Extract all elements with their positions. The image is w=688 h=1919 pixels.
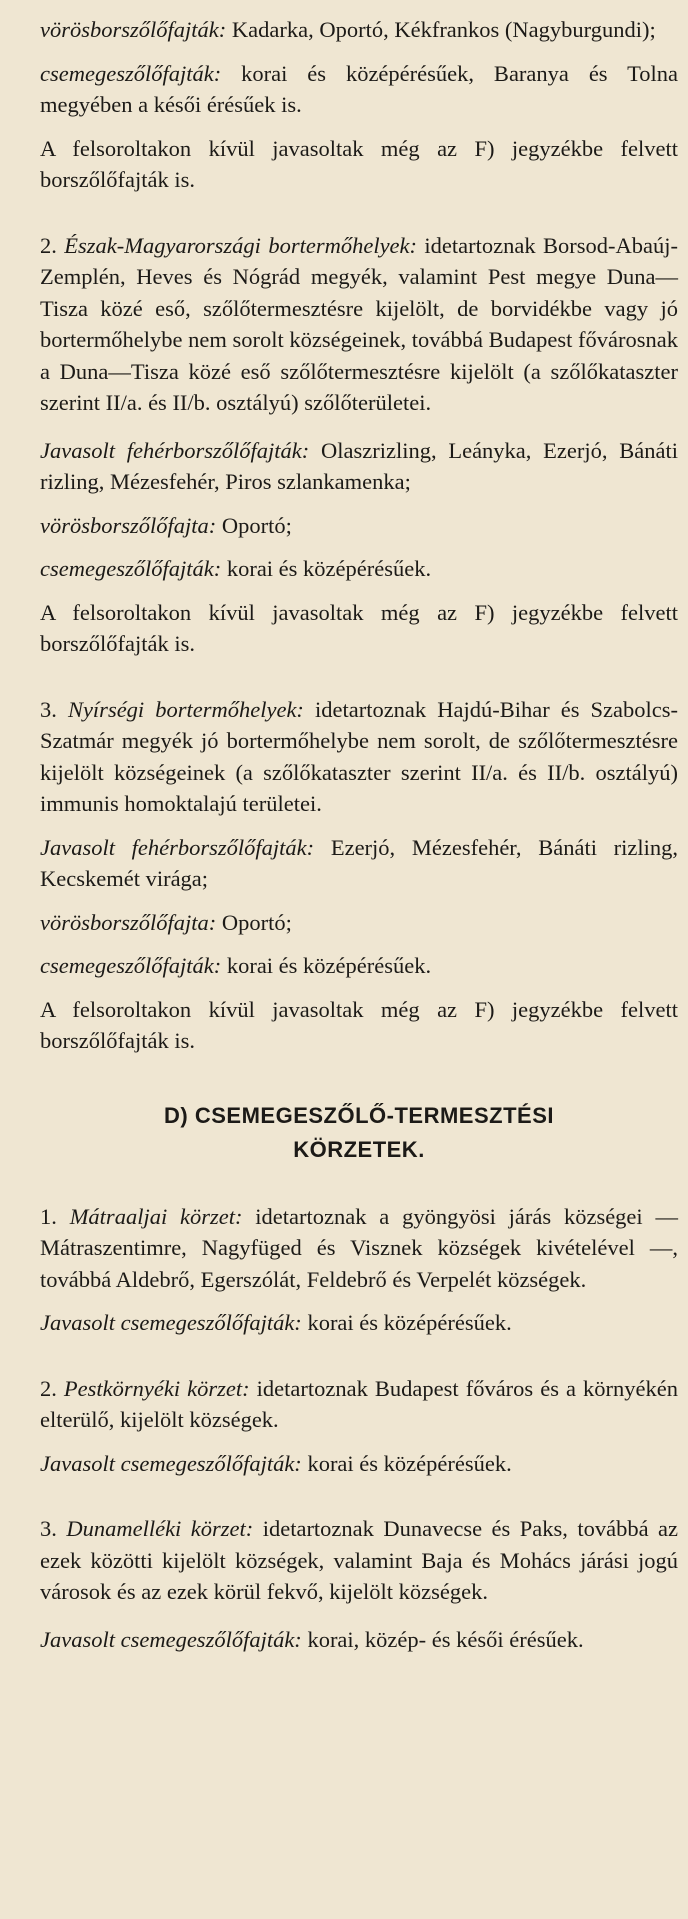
label: Javasolt csemegeszőlőfajták: (40, 1310, 302, 1335)
text: idetartoznak Hajdú-Bihar és Szabolcs-Szatmár megyék jó bortermőhelybe nem sorolt, de szőlőtermesztésre kijelölt községeinek (a szőlőkataszter szerint II/a. és II/b. osztályú) immunis homoktalajú területei. (40, 696, 678, 816)
label: vörösborszőlőfajta: (40, 512, 217, 538)
paragraph-north-hungary (40, 230, 678, 419)
text: idetartoznak Budapest főváros és a környékén elterülő, kijelölt községek. (40, 1375, 679, 1432)
text: korai és középérésűek. (301, 1450, 512, 1476)
text: korai, közép- és késői érésűek. (301, 1626, 584, 1652)
label: Mátraaljai körzet: (69, 1203, 243, 1229)
text: korai és középérésűek. (301, 1310, 512, 1335)
prefix: 3. (40, 696, 68, 722)
text: korai és középérésűek. (221, 953, 432, 978)
section-heading (40, 1099, 678, 1167)
text: Kadarka, Oportó, Kékfrankos (Nagyburgundi); (226, 17, 656, 42)
text: idetartoznak a gyöngyösi járás községei — Mátraszentimre, Nagyfüged és Visznek községek kivételével —, továbbá Aldebrő, Egerszólát, Feldebrő és Verpelét községek. (40, 1203, 678, 1292)
label: Javasolt csemegeszőlőfajták: (40, 1626, 302, 1652)
label: Dunamelléki körzet: (66, 1516, 254, 1541)
text: korai és középérésűek, Baranya és Tolna megyében a késői érésűek is. (40, 60, 678, 117)
text: Olaszrizling, Leányka, Ezerjó, Bánáti rizling, Mézesfehér, Piros szlankamenka; (40, 437, 678, 494)
paragraph-recommended-table (40, 1624, 678, 1656)
paragraph-table-varieties (40, 58, 678, 121)
label: Nyírségi bortermőhelyek: (67, 696, 304, 722)
paragraph-red-variety (40, 510, 678, 542)
text: A felsoroltakon kívül javasoltak még az F) jegyzékbe felvett borszőlőfajták is. (40, 135, 678, 192)
paragraph-pestkornyek (40, 1373, 678, 1436)
label: Javasolt fehérborszőlőfajták: (40, 834, 315, 860)
prefix: 2. (40, 232, 65, 258)
prefix: 1. (40, 1203, 70, 1229)
prefix: 2. (40, 1375, 64, 1401)
text: Oportó; (216, 909, 292, 935)
label: Javasolt csemegeszőlőfajták: (40, 1450, 302, 1476)
paragraph-nyirseg (40, 694, 678, 820)
label: Javasolt fehérborszőlőfajták: (40, 437, 310, 463)
text: idetartoznak Dunavecse és Paks, továbbá az ezek közötti kijelölt községek, valamint Baja és Mohács járási jogú városok és az ezek körül fekvő, kijelölt községek. (40, 1516, 678, 1604)
paragraph-f-list-note (40, 994, 678, 1057)
paragraph-recommended-table (40, 1307, 678, 1339)
section-heading-line1: D) CSEMEGESZŐLŐ-TERMESZTÉSI (164, 1102, 554, 1128)
paragraph-red-variety (40, 907, 678, 939)
prefix: 3. (40, 1516, 67, 1541)
label: csemegeszőlőfajták: (40, 556, 222, 581)
section-heading-line2: KÖRZETEK. (293, 1136, 425, 1162)
paragraph-matraalja (40, 1201, 678, 1296)
paragraph-table-varieties (40, 553, 678, 585)
label: csemegeszőlőfajták: (40, 60, 222, 86)
paragraph-dunamellek (40, 1513, 678, 1608)
label: vörösborszőlőfajták: (40, 17, 227, 42)
paragraph-f-list-note (40, 597, 678, 660)
label: csemegeszőlőfajták: (40, 953, 222, 978)
text: Oportó; (216, 512, 292, 538)
label: vörösborszőlőfajta: (40, 909, 217, 935)
paragraph-table-varieties (40, 950, 678, 982)
paragraph-red-varieties (40, 14, 678, 46)
paragraph-recommended-table (40, 1448, 678, 1480)
text: korai és középérésűek. (221, 556, 432, 581)
paragraph-white-varieties (40, 435, 678, 498)
text: idetartoznak Borsod-Abaúj-Zemplén, Heves és Nógrád megyék, valamint Pest megye Duna—Tisza közé eső, szőlőtermesztésre kijelölt, de borvidékbe vagy jó bortermőhelybe nem sorolt községeinek, továbbá Budapest fővárosnak a Duna—Tisza közé eső szőlőtermesztésre kijelölt (a szőlőkataszter szerint II/a. és II/b. osztályú) szőlőterületei. (40, 232, 678, 415)
text: A felsoroltakon kívül javasoltak még az F) jegyzékbe felvett borszőlőfajták is. (40, 996, 678, 1053)
label: Észak-Magyarországi bortermőhelyek: (64, 232, 418, 258)
label: Pestkörnyéki körzet: (63, 1375, 250, 1401)
text: Ezerjó, Mézesfehér, Bánáti rizling, Kecskemét virága; (40, 834, 678, 891)
paragraph-white-varieties (40, 832, 678, 895)
text: A felsoroltakon kívül javasoltak még az F) jegyzékbe felvett borszőlőfajták is. (40, 599, 678, 656)
paragraph-f-list-note (40, 133, 678, 196)
